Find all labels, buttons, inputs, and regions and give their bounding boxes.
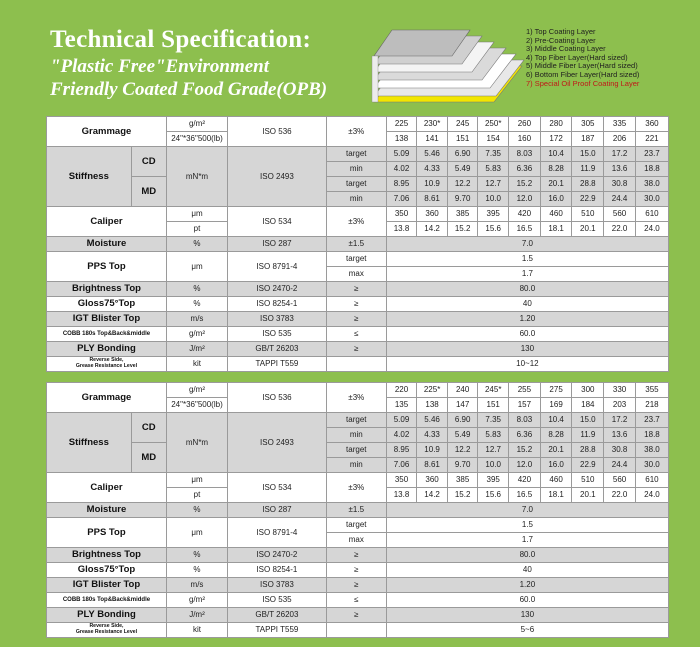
- cell: 30.0: [635, 458, 668, 473]
- label-caliper: Caliper: [47, 473, 167, 503]
- cell: 24.4: [604, 458, 636, 473]
- cell: 20.1: [540, 443, 572, 458]
- cell: 355: [635, 383, 668, 398]
- cell: 245: [447, 117, 478, 132]
- cell: 395: [478, 207, 509, 222]
- std-iso535: ISO 535: [228, 593, 327, 608]
- spec-table-1: [46, 116, 669, 372]
- value-igt: 1.20: [386, 312, 668, 327]
- cell: 151: [447, 132, 478, 147]
- cell: 6.90: [447, 413, 478, 428]
- unit-kit: kit: [166, 357, 227, 372]
- std-iso287: ISO 287: [228, 503, 327, 518]
- cell: 335: [604, 117, 636, 132]
- cell: 12.7: [478, 177, 509, 192]
- cell: 154: [478, 132, 509, 147]
- value-moisture: 7.0: [386, 237, 668, 252]
- value-cobb: 60.0: [386, 327, 668, 342]
- unit-kit: kit: [166, 623, 227, 638]
- cell: 221: [635, 132, 668, 147]
- cell: 38.0: [635, 177, 668, 192]
- cell: 184: [572, 398, 604, 413]
- label-grease-line1: Reverse Side,: [89, 357, 124, 364]
- legend-item: 4) Top Fiber Layer(Hard sized): [526, 52, 628, 62]
- cell: 10.9: [417, 177, 448, 192]
- cell: 12.7: [478, 443, 509, 458]
- std-iso536: ISO 536: [228, 117, 327, 147]
- std-gbt26203: GB/T 26203: [228, 608, 327, 623]
- unit-um: μm: [166, 473, 227, 488]
- label-md: MD: [131, 443, 166, 473]
- cell: 13.8: [386, 222, 417, 237]
- cell: 7.35: [478, 147, 509, 162]
- cell: 203: [604, 398, 636, 413]
- value-brightness: 80.0: [386, 548, 668, 563]
- unit-pct: %: [166, 297, 227, 312]
- cell: 22.9: [572, 192, 604, 207]
- tol-pm3: ±3%: [326, 117, 386, 147]
- unit-lb: 24"*36"500(lb): [166, 132, 227, 147]
- legend-item: 6) Bottom Fiber Layer(Hard sized): [526, 69, 640, 79]
- cell: 260: [509, 117, 541, 132]
- cell: 5.49: [447, 162, 478, 177]
- cell: 30.0: [635, 192, 668, 207]
- std-iso8254: ISO 8254-1: [228, 563, 327, 578]
- std-iso2470: ISO 2470-2: [228, 282, 327, 297]
- label-grammage: Grammage: [47, 117, 167, 147]
- legend-item: 7) Special Oil Proof Coating Layer: [526, 78, 640, 88]
- cell: 30.8: [604, 443, 636, 458]
- cell: 15.2: [509, 177, 541, 192]
- std-iso3783: ISO 3783: [228, 312, 327, 327]
- cell: 8.28: [540, 428, 572, 443]
- label-stiffness: Stiffness: [47, 147, 132, 207]
- label-grease-line2: Grease Resistance Level: [75, 363, 138, 369]
- unit-lb: 24"*36"500(lb): [166, 398, 227, 413]
- cell: 560: [604, 473, 636, 488]
- cell: 4.02: [386, 162, 417, 177]
- value-gloss: 40: [386, 297, 668, 312]
- unit-pct: %: [166, 237, 227, 252]
- cell: 17.2: [604, 413, 636, 428]
- tol-pm1-5: ±1.5: [326, 503, 386, 518]
- std-iso3783: ISO 3783: [228, 578, 327, 593]
- cell: 12.0: [509, 458, 541, 473]
- std-iso287: ISO 287: [228, 237, 327, 252]
- cell: 610: [635, 207, 668, 222]
- cell: 385: [447, 473, 478, 488]
- unit-pct: %: [166, 503, 227, 518]
- tol-ge: ≥: [326, 282, 386, 297]
- cell: 5.83: [478, 428, 509, 443]
- label-pps-top: PPS Top: [47, 252, 167, 282]
- std-tappi559: TAPPI T559: [228, 623, 327, 638]
- cell: 22.0: [604, 488, 636, 503]
- label-brightness: Brightness Top: [47, 282, 167, 297]
- cell: 22.0: [604, 222, 636, 237]
- cell: 15.2: [447, 222, 478, 237]
- cell: 24.0: [635, 488, 668, 503]
- cell: 420: [509, 207, 541, 222]
- label-moisture: Moisture: [47, 503, 167, 518]
- cell: 5.09: [386, 147, 417, 162]
- cell: 8.61: [417, 192, 448, 207]
- tol-ge: ≥: [326, 548, 386, 563]
- label-igt: IGT Blister Top: [47, 312, 167, 327]
- legend-item: 2) Pre-Coating Layer: [526, 35, 596, 45]
- cell: 16.0: [540, 192, 572, 207]
- label-ply: PLY Bonding: [47, 608, 167, 623]
- cell: 305: [572, 117, 604, 132]
- cell: 220: [386, 383, 417, 398]
- cell: 610: [635, 473, 668, 488]
- cell: 5.46: [417, 413, 448, 428]
- cell: 11.9: [572, 162, 604, 177]
- cell: 13.8: [386, 488, 417, 503]
- tol-empty: [326, 623, 386, 638]
- cell: 6.90: [447, 147, 478, 162]
- cell: 5.83: [478, 162, 509, 177]
- cell: 15.6: [478, 488, 509, 503]
- cell: 151: [478, 398, 509, 413]
- cell: 8.03: [509, 147, 541, 162]
- unit-gsm: g/m²: [166, 117, 227, 132]
- cell: 135: [386, 398, 417, 413]
- cell: 14.2: [417, 488, 448, 503]
- unit-um: μm: [166, 207, 227, 222]
- std-iso8791: ISO 8791-4: [228, 252, 327, 282]
- cell: 18.8: [635, 162, 668, 177]
- cell: 460: [540, 473, 572, 488]
- cell: 15.0: [572, 147, 604, 162]
- cell: 10.0: [478, 192, 509, 207]
- tol-pm1-5: ±1.5: [326, 237, 386, 252]
- cell: 10.9: [417, 443, 448, 458]
- cell: 24.0: [635, 222, 668, 237]
- cell: 460: [540, 207, 572, 222]
- cell: 245*: [478, 383, 509, 398]
- cell: 9.70: [447, 458, 478, 473]
- cell: 15.2: [509, 443, 541, 458]
- cell: 5.46: [417, 147, 448, 162]
- label-gloss: Gloss75°Top: [47, 563, 167, 578]
- cell: 169: [540, 398, 572, 413]
- layer-legend: [526, 28, 639, 88]
- cell: 7.06: [386, 192, 417, 207]
- cell: 330: [604, 383, 636, 398]
- value-grease: 5~6: [386, 623, 668, 638]
- tol-target: target: [326, 177, 386, 192]
- cell: 10.4: [540, 413, 572, 428]
- tol-pm3: ±3%: [326, 207, 386, 237]
- label-grease: [47, 623, 167, 638]
- cell: 15.0: [572, 413, 604, 428]
- cell: 13.6: [604, 162, 636, 177]
- unit-pct: %: [166, 282, 227, 297]
- std-tappi559: TAPPI T559: [228, 357, 327, 372]
- cell: 230*: [417, 117, 448, 132]
- label-cd: CD: [131, 147, 166, 177]
- cell: 6.36: [509, 428, 541, 443]
- tol-min: min: [326, 458, 386, 473]
- cell: 38.0: [635, 443, 668, 458]
- cell: 18.1: [540, 488, 572, 503]
- cell: 7.06: [386, 458, 417, 473]
- cell: 5.09: [386, 413, 417, 428]
- value-pps-target: 1.5: [386, 518, 668, 533]
- unit-mnm: mN*m: [166, 147, 227, 207]
- label-pps-top: PPS Top: [47, 518, 167, 548]
- cell: 16.5: [509, 222, 541, 237]
- std-iso2493: ISO 2493: [228, 413, 327, 473]
- unit-pct: %: [166, 548, 227, 563]
- cell: 10.0: [478, 458, 509, 473]
- cell: 20.1: [540, 177, 572, 192]
- cell: 11.9: [572, 428, 604, 443]
- label-igt: IGT Blister Top: [47, 578, 167, 593]
- legend-item: 1) Top Coating Layer: [526, 27, 596, 36]
- tol-pm3: ±3%: [326, 383, 386, 413]
- cell: 360: [635, 117, 668, 132]
- cell: 420: [509, 473, 541, 488]
- unit-pt: pt: [166, 222, 227, 237]
- spec-subtitle-line1: "Plastic Free"Environment: [50, 56, 270, 77]
- tol-min: min: [326, 192, 386, 207]
- cell: 360: [417, 207, 448, 222]
- cell: 18.8: [635, 428, 668, 443]
- label-grease-line1: Reverse Side,: [89, 623, 124, 630]
- tol-max: max: [326, 267, 386, 282]
- value-ply: 130: [386, 608, 668, 623]
- tol-target: target: [326, 147, 386, 162]
- tol-empty: [326, 357, 386, 372]
- cell: 350: [386, 207, 417, 222]
- label-ply: PLY Bonding: [47, 342, 167, 357]
- value-igt: 1.20: [386, 578, 668, 593]
- value-pps-target: 1.5: [386, 252, 668, 267]
- value-grease: 10~12: [386, 357, 668, 372]
- label-brightness: Brightness Top: [47, 548, 167, 563]
- cell: 240: [447, 383, 478, 398]
- std-iso2470: ISO 2470-2: [228, 548, 327, 563]
- value-pps-max: 1.7: [386, 533, 668, 548]
- cell: 16.5: [509, 488, 541, 503]
- unit-pct: %: [166, 563, 227, 578]
- cell: 9.70: [447, 192, 478, 207]
- tol-ge: ≥: [326, 297, 386, 312]
- cell: 360: [417, 473, 448, 488]
- tol-le: ≤: [326, 593, 386, 608]
- std-iso8254: ISO 8254-1: [228, 297, 327, 312]
- spec-title: Technical Specification:: [50, 26, 312, 53]
- std-gbt26203: GB/T 26203: [228, 342, 327, 357]
- cell: 8.28: [540, 162, 572, 177]
- tol-min: min: [326, 162, 386, 177]
- unit-jm2: J/m²: [166, 342, 227, 357]
- unit-um: μm: [166, 518, 227, 548]
- cell: 28.8: [572, 177, 604, 192]
- label-stiffness: Stiffness: [47, 413, 132, 473]
- cell: 280: [540, 117, 572, 132]
- cell: 15.6: [478, 222, 509, 237]
- cell: 218: [635, 398, 668, 413]
- cell: 22.9: [572, 458, 604, 473]
- legend-item: 3) Middle Coating Layer: [526, 44, 606, 54]
- value-brightness: 80.0: [386, 282, 668, 297]
- value-pps-max: 1.7: [386, 267, 668, 282]
- cell: 225: [386, 117, 417, 132]
- tol-min: min: [326, 428, 386, 443]
- cell: 12.0: [509, 192, 541, 207]
- cell: 16.0: [540, 458, 572, 473]
- label-grammage: Grammage: [47, 383, 167, 413]
- cell: 206: [604, 132, 636, 147]
- cell: 250*: [478, 117, 509, 132]
- unit-ms: m/s: [166, 312, 227, 327]
- cell: 350: [386, 473, 417, 488]
- cell: 4.02: [386, 428, 417, 443]
- cell: 275: [540, 383, 572, 398]
- cell: 8.03: [509, 413, 541, 428]
- spec-subtitle-line2: Friendly Coated Food Grade(OPB): [50, 79, 328, 100]
- unit-gsm: g/m²: [166, 593, 227, 608]
- std-iso2493: ISO 2493: [228, 147, 327, 207]
- cell: 4.33: [417, 428, 448, 443]
- tol-le: ≤: [326, 327, 386, 342]
- tol-ge: ≥: [326, 578, 386, 593]
- cell: 20.1: [572, 488, 604, 503]
- label-caliper: Caliper: [47, 207, 167, 237]
- unit-jm2: J/m²: [166, 608, 227, 623]
- cell: 138: [417, 398, 448, 413]
- cell: 23.7: [635, 413, 668, 428]
- value-ply: 130: [386, 342, 668, 357]
- cell: 510: [572, 473, 604, 488]
- cell: 13.6: [604, 428, 636, 443]
- cell: 24.4: [604, 192, 636, 207]
- cell: 395: [478, 473, 509, 488]
- cell: 187: [572, 132, 604, 147]
- cell: 28.8: [572, 443, 604, 458]
- value-gloss: 40: [386, 563, 668, 578]
- label-moisture: Moisture: [47, 237, 167, 252]
- cell: 6.36: [509, 162, 541, 177]
- unit-um: μm: [166, 252, 227, 282]
- cell: 157: [509, 398, 541, 413]
- tol-max: max: [326, 533, 386, 548]
- unit-gsm: g/m²: [166, 383, 227, 398]
- cell: 138: [386, 132, 417, 147]
- unit-mnm: mN*m: [166, 413, 227, 473]
- std-iso536: ISO 536: [228, 383, 327, 413]
- board-layers-illustration: [364, 22, 529, 104]
- cell: 255: [509, 383, 541, 398]
- cell: 8.95: [386, 443, 417, 458]
- cell: 172: [540, 132, 572, 147]
- cell: 8.61: [417, 458, 448, 473]
- cell: 147: [447, 398, 478, 413]
- tol-target: target: [326, 252, 386, 267]
- tol-ge: ≥: [326, 312, 386, 327]
- cell: 8.95: [386, 177, 417, 192]
- label-gloss: Gloss75°Top: [47, 297, 167, 312]
- cell: 17.2: [604, 147, 636, 162]
- std-iso534: ISO 534: [228, 207, 327, 237]
- cell: 20.1: [572, 222, 604, 237]
- std-iso8791: ISO 8791-4: [228, 518, 327, 548]
- cell: 510: [572, 207, 604, 222]
- cell: 5.49: [447, 428, 478, 443]
- tol-ge: ≥: [326, 342, 386, 357]
- label-md: MD: [131, 177, 166, 207]
- label-cobb: COBB 180s Top&Back&middle: [47, 327, 167, 342]
- tol-target: target: [326, 518, 386, 533]
- cell: 300: [572, 383, 604, 398]
- label-cd: CD: [131, 413, 166, 443]
- cell: 385: [447, 207, 478, 222]
- cell: 30.8: [604, 177, 636, 192]
- cell: 560: [604, 207, 636, 222]
- unit-pt: pt: [166, 488, 227, 503]
- tol-ge: ≥: [326, 563, 386, 578]
- cell: 7.35: [478, 413, 509, 428]
- legend-item: 5) Middle Fiber Layer(Hard sized): [526, 61, 638, 71]
- unit-gsm: g/m²: [166, 327, 227, 342]
- cell: 18.1: [540, 222, 572, 237]
- unit-ms: m/s: [166, 578, 227, 593]
- cell: 15.2: [447, 488, 478, 503]
- tol-ge: ≥: [326, 608, 386, 623]
- label-grease: [47, 357, 167, 372]
- tol-target: target: [326, 443, 386, 458]
- value-cobb: 60.0: [386, 593, 668, 608]
- cell: 10.4: [540, 147, 572, 162]
- tol-pm3: ±3%: [326, 473, 386, 503]
- label-grease-line2: Grease Resistance Level: [75, 629, 138, 635]
- label-cobb: COBB 180s Top&Back&middle: [47, 593, 167, 608]
- cell: 14.2: [417, 222, 448, 237]
- spec-table-2: [46, 382, 669, 638]
- cell: 225*: [417, 383, 448, 398]
- cell: 23.7: [635, 147, 668, 162]
- std-iso535: ISO 535: [228, 327, 327, 342]
- value-moisture: 7.0: [386, 503, 668, 518]
- cell: 12.2: [447, 177, 478, 192]
- std-iso534: ISO 534: [228, 473, 327, 503]
- cell: 160: [509, 132, 541, 147]
- cell: 141: [417, 132, 448, 147]
- cell: 4.33: [417, 162, 448, 177]
- tol-target: target: [326, 413, 386, 428]
- cell: 12.2: [447, 443, 478, 458]
